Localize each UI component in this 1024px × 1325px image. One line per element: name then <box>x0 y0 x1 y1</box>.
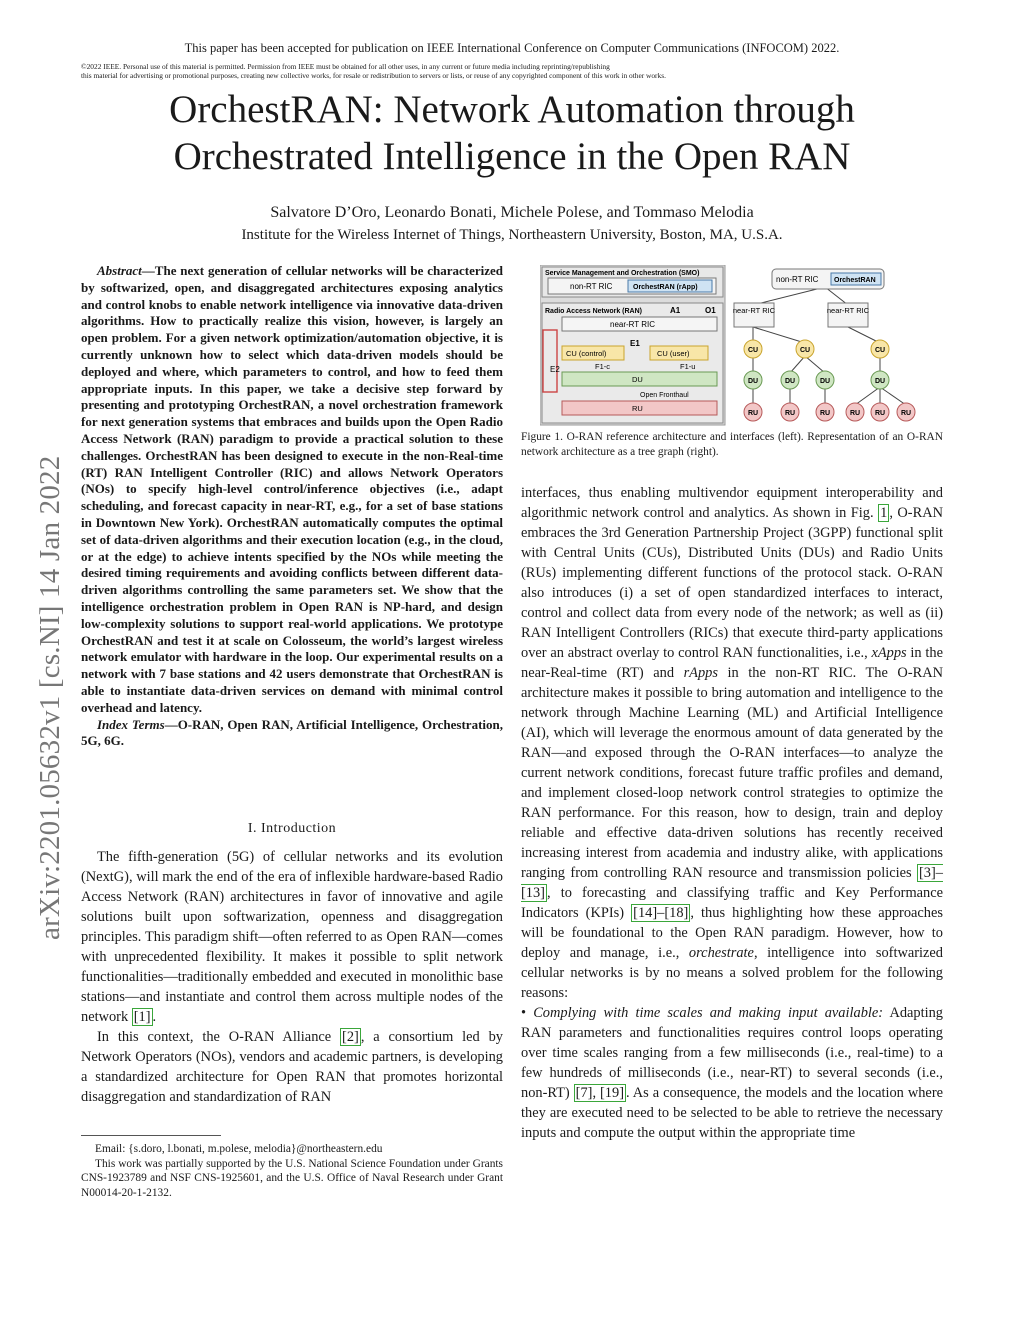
bullet-icon: • <box>521 1005 534 1021</box>
tree-ru-label: RU <box>874 410 886 417</box>
paper-title <box>0 86 1024 180</box>
cu-control-label: CU (control) <box>566 349 607 358</box>
title-line-1: OrchestRAN: Network Automation through <box>169 88 855 131</box>
tree-cu-label: CU <box>799 347 811 354</box>
copyright-line-1: ©2022 IEEE. Personal use of this material is permitted. Permission from IEEE must be obtained for all other uses, in any current or future media including reprinting/republishing <box>81 62 610 71</box>
bullet-item <box>521 1003 943 1143</box>
rapps-term: rApps <box>683 665 718 681</box>
tree-cu-label: CU <box>747 347 759 354</box>
abstract-text: —The next generation of cellular networks will be characterized by softwarized, open, and disaggregated architectures exposing analytics and control knobs to enable network intelligence via innovative data-driven algorithms. How to practically realize this vision, however, is largely an open problem. For a given network optimization/automation objective, it is currently unknown how to select which data-driven models should be deployed and where, which parameters to control, and how to feed them appropriate inputs. In this paper, we take a decisive step forward by presenting and prototyping OrchestRAN, a novel orchestration framework for next generation systems that embraces and builds upon the Open Radio Access Network (RAN) paradigm to provide a practical solution to these challenges. OrchestRAN has been designed to execute in the non-Real-time (RT) RAN Intelligent Controller (RIC) and allows Network Operators (NOs) to specify high-level control/inference objectives (i.e., adapt scheduling, and forecast capacity in near-RT, e.g., for a set of base stations in Downtown New York). OrchestRAN automatically computes the optimal set of data-driven algorithms and their execution location (e.g., in the cloud, or at the edge) to achieve intents specified by the NOs while meeting the desired timing requirements and avoiding conflicts between different data-driven algorithms controlling the same parameters set. We show that the intelligence orchestration problem in Open RAN is NP-hard, and design low-complexity solutions to support real-world applications. We prototype OrchestRAN and test it at scale on Colosseum, the world’s largest wireless network emulator with hardware in the loop. Our experimental results on a network with 7 base stations and 42 users demonstrate that OrchestRAN is able to instantiate data-driven services on demand with minimal control overhead and latency. <box>81 263 503 715</box>
tree-ru-label: RU <box>849 410 861 417</box>
citation-link[interactable]: [7], [19] <box>575 1085 624 1101</box>
f1u-label: F1-u <box>680 362 696 371</box>
e1-label: E1 <box>630 339 640 348</box>
introduction-section <box>81 810 503 1107</box>
footnote-funding: This work was partially supported by the U.S. National Science Foundation under Grants CNS-1923789 and NSF CNS-1925601, and the U.S. Office of Naval Research under Grant N00014-20-1-2132. <box>81 1157 503 1199</box>
figure-oran-architecture <box>540 265 945 430</box>
rc-text: , thus highlighting how these approaches will be foundational to the Open RAN paradigm. However, how to deploy and manage, i.e., <box>521 905 943 961</box>
right-paragraph-1 <box>521 483 943 1003</box>
tree-ru-label: RU <box>900 410 912 417</box>
xapps-term: xApps <box>871 645 907 661</box>
smo-nonrt-label: non-RT RIC <box>570 282 613 291</box>
footnote-email: Email: {s.doro, l.bonati, m.polese, melodia}@northeastern.edu <box>95 1143 383 1155</box>
rc-text: in the near-Real-time (RT) and <box>521 645 943 681</box>
section-heading: I. Introduction <box>247 821 337 836</box>
cu-user-label: CU (user) <box>657 349 690 358</box>
index-terms-text: —O-RAN, Open RAN, Artificial Intelligence, Orchestration, 5G, 6G. <box>81 716 503 749</box>
citation-link[interactable]: [1] <box>133 1009 151 1025</box>
fronthaul-label: Open Fronthaul <box>640 392 689 399</box>
bullet-text: . As a consequence, the models and the location where they are executed need to be selected to be able to retrieve the necessary inputs and compute the output within the appropriate time <box>521 1085 944 1141</box>
tree-near-rt-label: near-RT RIC <box>826 306 870 315</box>
figure-caption: Figure 1. O-RAN reference architecture and interfaces (left). Representation of an O-RAN network architecture as a tree graph (right). <box>521 431 943 458</box>
abstract-label: Abstract <box>97 263 142 278</box>
intro-p2-end: , a consortium led by Network Operators (NOs), vendors and academic partners, is developing a standardized architecture for Open RAN that promotes horizontal disaggregation and standardization of RAN <box>81 1029 503 1105</box>
tree-cu-label: CU <box>874 347 886 354</box>
copyright-line-2: this material for advertising or promotional purposes, creating new collective works, for resale or redistribution to servers or lists, or reuse of any copyrighted component of this work in other works. <box>81 71 666 80</box>
orchestrate-term: orchestrate <box>688 945 754 961</box>
arxiv-stamp[interactable]: arXiv:2201.05632v1 [cs.NI] 14 Jan 2022 <box>34 455 66 940</box>
intro-p1-text: The fifth-generation (5G) of cellular networks and its evolution (NextG), will mark the end of the era of inflexible hardware-based Radio Access Network (RAN) architectures in favor of innovative and agile solutions built upon softwarization, openness and disaggregation principles. This paradigm shift—often referred to as Open RAN—comes with unprecedented flexibility. It makes it possible to split network functionalities—traditionally embedded and executed in monolithic base stations—and instantiate and control them across multiple nodes of the network <box>81 849 503 1025</box>
title-line-2: Orchestrated Intelligence in the Open RAN <box>173 135 851 178</box>
rc-text: in the non-RT RIC. The O-RAN architecture makes it possible to bring automation and intelligence to the network through Machine Learning (ML) and Artificial Intelligence (AI), which will leverage the enormous amount of data generated by the RAN—and exposed through the O-RAN interfaces—to analyze the current network conditions, forecast future traffic profiles and demand, and implement closed-loop network control strategies to optimize the RAN performance. For this reason, how to design, train and deploy reliable and effective data-driven solutions has recently received increasing interest from academia and industry alike, with applications ranging from controlling RAN resource and transmission policies <box>521 665 943 881</box>
publication-notice: This paper has been accepted for publication on IEEE International Conference on Computer Communications (INFOCOM) 2022. <box>184 41 840 55</box>
f1c-label: F1-c <box>595 362 610 371</box>
rc-text: , to forecasting and classifying traffic and Key Performance Indicators (KPIs) <box>521 885 943 921</box>
rc-text: , intelligence into softwarized cellular networks is by no means a solved problem for the following reasons: <box>521 945 944 1001</box>
intro-p1-end: . <box>152 1009 157 1025</box>
bullet-text: Adapting RAN parameters and functionalities requires control loops operating over time scales ranging from a few milliseconds (i.e., real-time) to a few hundreds of milliseconds (i.e., near-RT) to several seconds (i.e., non-RT) <box>521 1005 943 1101</box>
ran-label: Radio Access Network (RAN) <box>545 308 642 315</box>
tree-orchestran-label: OrchestRAN <box>834 277 876 284</box>
right-column-text <box>521 483 943 1143</box>
abstract <box>81 263 503 750</box>
copyright-notice <box>81 62 961 80</box>
rc-text: interfaces, thus enabling multivendor equipment interoperability and algorithmic network control and analytics. As shown in Fig. <box>521 485 943 521</box>
a1-label: A1 <box>670 306 681 315</box>
rc-text: , O-RAN embraces the 3rd Generation Partnership Project (3GPP) functional split with Central Units (CUs), Distributed Units (DUs) and Radio Units (RUs) implementing different functions of the protocol stack. O-RAN also introduces (i) a set of open standardized interfaces to interact, control and collect data from every node of the network; as well as (ii) RAN Intelligent Controllers (RICs) that execute third-party applications over an abstract overlay to control RAN functionalities, i.e., <box>521 505 943 661</box>
o1-label: O1 <box>705 306 716 315</box>
bullet-heading: Complying with time scales and making input available: <box>533 1005 884 1021</box>
intro-paragraph-1 <box>81 847 503 1027</box>
tree-du-label: DU <box>784 378 796 385</box>
tree-ru-label: RU <box>819 410 831 417</box>
citation-link[interactable]: [2] <box>342 1029 359 1045</box>
footnote-divider <box>81 1135 221 1136</box>
citation-link[interactable]: [3]–[13] <box>521 865 943 901</box>
figure-link[interactable]: 1 <box>880 505 888 521</box>
tree-near-rt-label: near-RT RIC <box>732 306 776 315</box>
du-label: DU <box>632 375 643 384</box>
ru-label: RU <box>632 404 643 413</box>
affiliation: Institute for the Wireless Internet of Things, Northeastern University, Boston, MA, U.S.A. <box>241 227 783 243</box>
tree-du-label: DU <box>874 378 886 385</box>
tree-ru-label: RU <box>747 410 759 417</box>
citation-link[interactable]: [14]–[18] <box>633 905 689 921</box>
near-rt-label: near-RT RIC <box>610 320 656 329</box>
rapp-label: OrchestRAN (rApp) <box>633 284 698 291</box>
tree-du-label: DU <box>747 378 759 385</box>
footnote <box>81 1142 503 1200</box>
tree-du-label: DU <box>819 378 831 385</box>
tree-ru-label: RU <box>784 410 796 417</box>
e2-label: E2 <box>550 365 560 374</box>
intro-paragraph-2 <box>81 1027 503 1107</box>
tree-nonrt-label: non-RT RIC <box>776 275 819 284</box>
index-terms-label: Index Terms <box>97 716 165 732</box>
smo-label: Service Management and Orchestration (SMO) <box>545 270 700 277</box>
intro-p2-text: In this context, the O-RAN Alliance <box>97 1029 341 1045</box>
author-list: Salvatore D’Oro, Leonardo Bonati, Michele Polese, and Tommaso Melodia <box>270 204 754 221</box>
